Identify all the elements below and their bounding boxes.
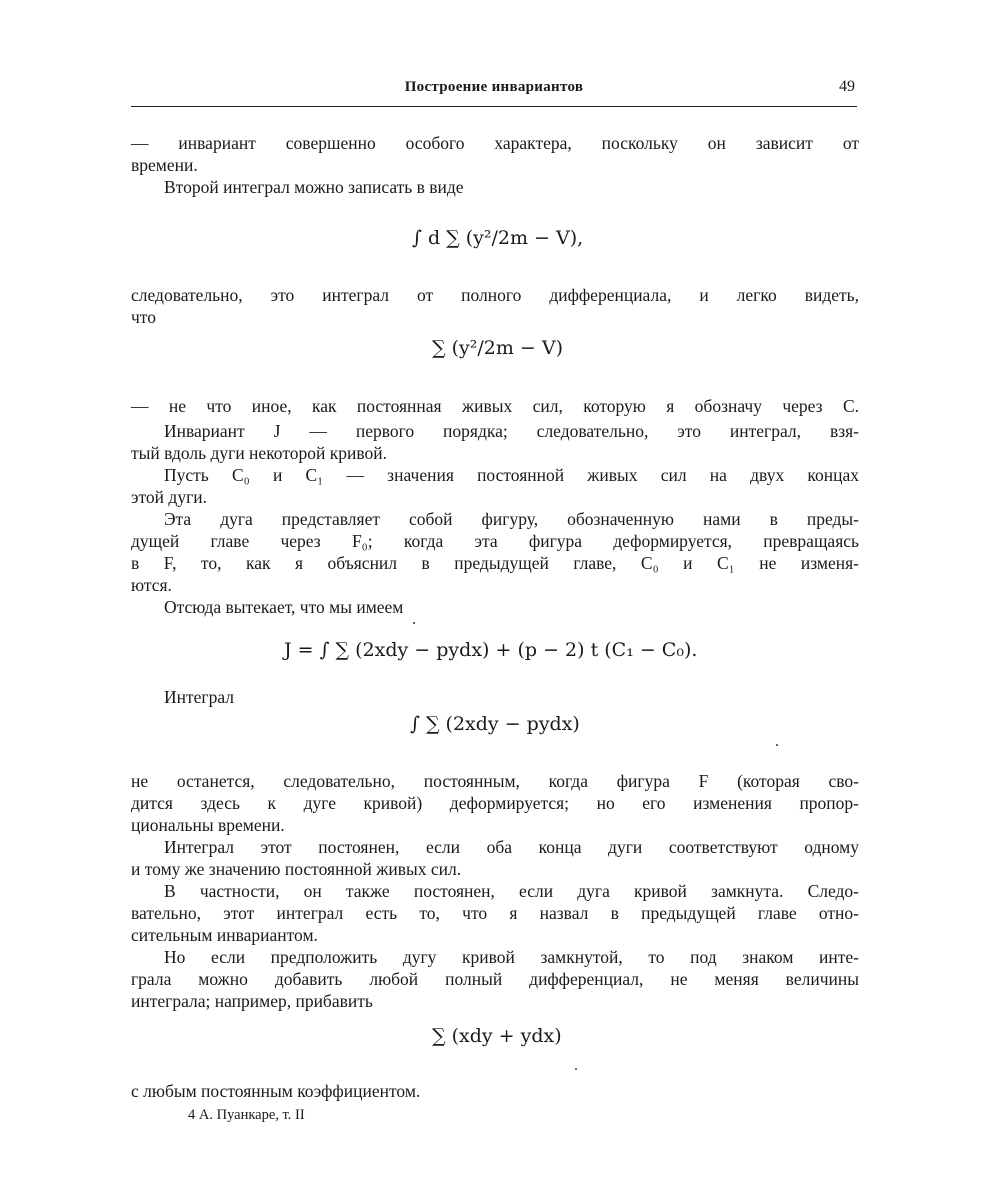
text-line: с любым постоянным коэффициентом. bbox=[131, 1081, 421, 1101]
text-line: времени. bbox=[131, 155, 198, 175]
equation-text: ∑ (y²/2m − V) bbox=[432, 337, 564, 359]
text-line: вательно, этот интеграл есть то, что я назвал в предыдущей главе отно- bbox=[131, 903, 859, 923]
text-line: сительным инвариантом. bbox=[131, 925, 318, 945]
running-head-title: Построение инвариантов bbox=[404, 79, 584, 95]
text-line: Второй интеграл можно записать в виде bbox=[164, 177, 464, 197]
text-line: интеграла; например, прибавить bbox=[131, 991, 373, 1011]
page-footer-signature: 4 А. Пуанкаре, т. II bbox=[188, 1107, 305, 1123]
text-line: и тому же значению постоянной живых сил. bbox=[131, 859, 462, 879]
text-line: — инвариант совершенно особого характера, поскольку он зависит от bbox=[131, 133, 859, 153]
text-line: дится здесь к дуге кривой) деформируется; но его изменения пропор- bbox=[131, 793, 859, 813]
page-number: 49 bbox=[839, 78, 855, 95]
text-line: — не что иное, как постоянная живых сил, которую я обозначу через C. bbox=[131, 396, 859, 416]
text-line: грала можно добавить любой полный дифференциал, не меняя величины bbox=[131, 969, 859, 989]
text-line: этой дуги. bbox=[131, 487, 207, 507]
equation bbox=[284, 638, 697, 662]
text-line: Но если предположить дугу кривой замкнутой, то под знаком инте- bbox=[164, 947, 859, 967]
text-line: не останется, следовательно, постоянным, когда фигура F (которая сво- bbox=[131, 771, 859, 791]
text-line: тый вдоль дуги некоторой кривой. bbox=[131, 443, 387, 463]
text-line: ются. bbox=[131, 575, 172, 595]
text-line: дущей главе через F₀; когда эта фигура деформируется, превращаясь bbox=[131, 531, 859, 551]
text-line: что bbox=[131, 307, 156, 327]
equation bbox=[410, 712, 580, 736]
running-head bbox=[131, 76, 857, 107]
print-speck bbox=[575, 1068, 577, 1070]
text-line: следовательно, это интеграл от полного дифференциала, и легко видеть, bbox=[131, 285, 859, 305]
text-line: в F, то, как я объяснил в предыдущей главе, C₀ и C₁ не изменя- bbox=[131, 553, 859, 573]
text-line: Эта дуга представляет собой фигуру, обозначенную нами в преды- bbox=[164, 509, 859, 529]
text-line: Инвариант J — первого порядка; следовательно, это интеграл, взя- bbox=[164, 421, 859, 441]
equation-text: ∫ d ∑ (y²/2m − V), bbox=[412, 227, 584, 249]
text-line: Интеграл этот постоянен, если оба конца дуги соответствуют одному bbox=[164, 837, 859, 857]
text-line: Интеграл bbox=[164, 687, 234, 707]
print-speck bbox=[776, 744, 778, 746]
text-line: циональны времени. bbox=[131, 815, 285, 835]
text-line: Пусть C₀ и C₁ — значения постоянной живых сил на двух концах bbox=[164, 465, 859, 485]
equation-text: ∑ (xdy + ydx) bbox=[432, 1025, 562, 1047]
equation-text: J = ∫ ∑ (2xdy − pydx) + (p − 2) t (C₁ − C₀). bbox=[284, 639, 698, 661]
text-line: В частности, он также постоянен, если дуга кривой замкнута. Следо- bbox=[164, 881, 859, 901]
equation-text: ∫ ∑ (2xdy − pydx) bbox=[410, 713, 580, 735]
equation bbox=[412, 226, 583, 250]
equation bbox=[432, 336, 563, 360]
text-line: Отсюда вытекает, что мы имеем bbox=[164, 597, 404, 617]
print-speck bbox=[413, 622, 415, 624]
equation bbox=[432, 1024, 562, 1048]
